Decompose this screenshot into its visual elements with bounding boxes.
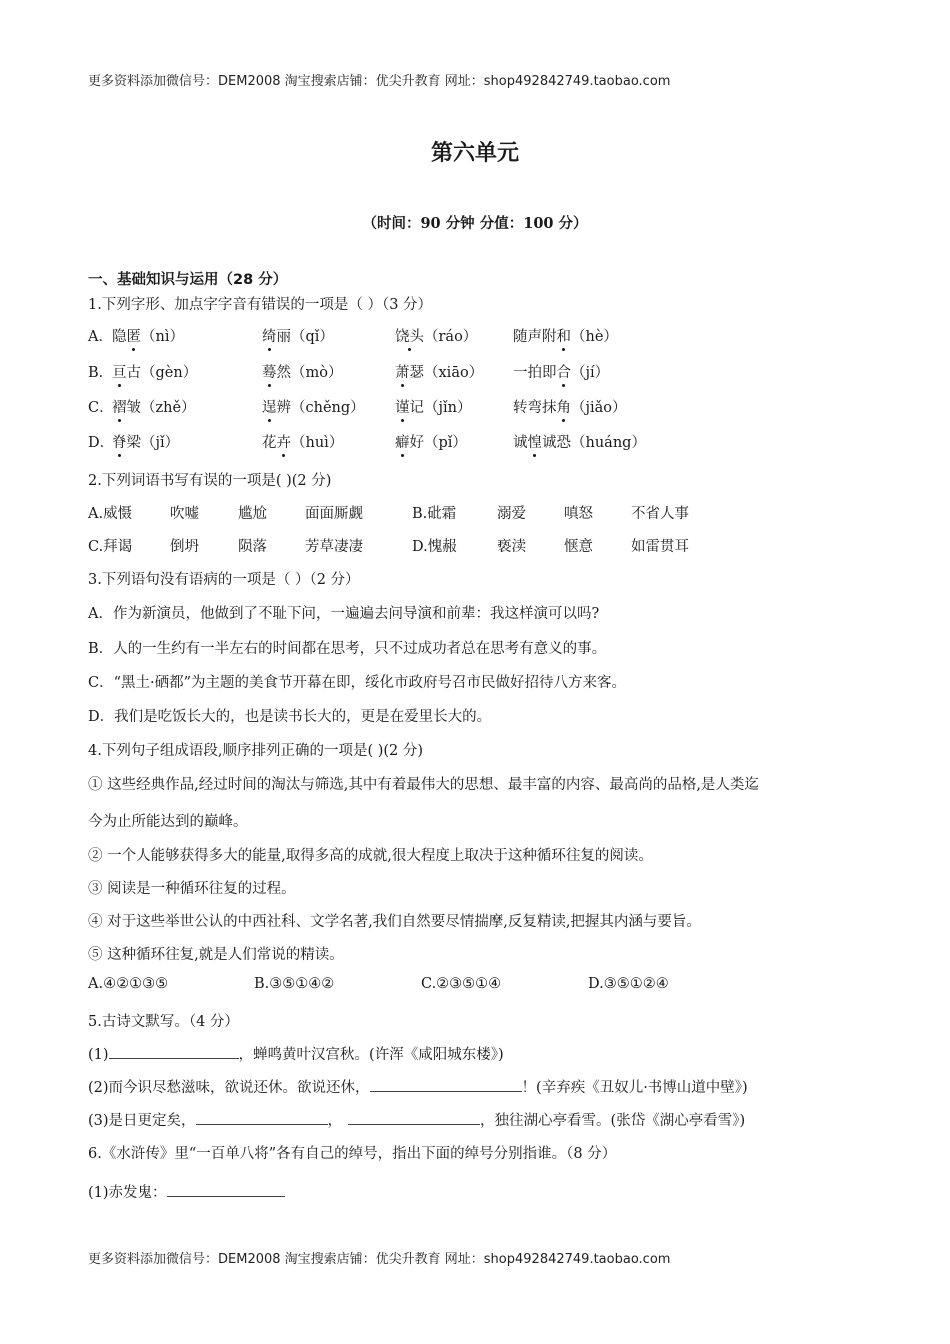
q1-word: 一拍即合（jí）	[513, 365, 610, 381]
q2-word: D.愧赧	[412, 539, 457, 555]
q6-line-1	[88, 1181, 285, 1202]
q4-sentence-1: ① 这些经典作品,经过时间的淘汰与筛选,其中有着最伟大的思想、最丰富的内容、最高尚的品格,是人类迄	[88, 777, 759, 793]
q2-word: 溺爱	[497, 506, 526, 522]
q1-word: 转弯抹角（jiǎo）	[513, 400, 627, 416]
q5-line-3	[88, 1109, 745, 1130]
q1-word: 脊梁（jǐ）	[112, 435, 180, 451]
q2-word: A.威慑	[88, 506, 133, 522]
q2-word: C.拜谒	[88, 539, 133, 555]
section-heading: 一、基础知识与运用（28 分）	[88, 272, 288, 288]
q2-word: 亵渎	[497, 539, 526, 555]
q1-word: 萧瑟（xiāo）	[395, 365, 484, 381]
q4-choice-d: D.③⑤①②④	[588, 976, 669, 992]
q2-stem: 2.下列词语书写有误的一项是( )(2 分)	[88, 473, 332, 489]
q2-word: 面面厮觑	[305, 506, 363, 522]
q2-word: 陨落	[238, 539, 267, 555]
q3-stem: 3.下列语句没有语病的一项是（ ）（2 分）	[88, 572, 360, 588]
q4-sentence-2: ② 一个人能够获得多大的能量,取得多高的成就,很大程度上取决于这种循环往复的阅读。	[88, 848, 653, 864]
q1-word: 逞辨（chěng）	[262, 400, 365, 416]
exam-info: （时间：90 分钟 分值：100 分）	[362, 215, 588, 232]
q5-stem: 5.古诗文默写。（4 分）	[88, 1014, 239, 1030]
answer-blank[interactable]	[196, 1110, 328, 1125]
answer-blank[interactable]	[370, 1077, 522, 1092]
q4-choice-c: C.②③⑤①④	[421, 976, 502, 992]
q4-stem: 4.下列句子组成语段,顺序排列正确的一项是( )(2 分)	[88, 743, 424, 759]
q1-word: 花卉（huì）	[262, 435, 344, 451]
q5-line-3-source: ，独往湖心亭看雪。(张岱《湖心亭看雪》)	[480, 1113, 746, 1129]
q1-word: 绮丽（qǐ）	[262, 329, 334, 345]
option-label: C．	[88, 400, 114, 416]
q2-word: 倒坍	[170, 539, 199, 555]
q2-word: 嗔怒	[564, 506, 593, 522]
q1-word: 褶皱（zhě）	[112, 400, 196, 416]
q1-stem: 1.下列字形、加点字字音有错误的一项是（ ）（3 分）	[88, 297, 433, 313]
q4-choice-a: A.④②①③⑤	[88, 976, 169, 992]
page-header: 更多资料添加微信号：DEM2008 淘宝搜索店铺：优尖升教育 网址：shop492842749.taobao.com	[88, 74, 671, 89]
q5-line-2-text: (2)而今识尽愁滋味，欲说还休。欲说还休，	[88, 1080, 370, 1096]
q3-option-c: C．“黑土·硒都”为主题的美食节开幕在即，绥化市政府号召市民做好招待八方来客。	[88, 675, 627, 691]
q5-line-3-comma: ，	[327, 1113, 343, 1129]
q1-word: 亘古（gèn）	[112, 365, 198, 381]
q2-word: 吹嘘	[170, 506, 199, 522]
q3-option-b: B．人的一生约有一半左右的时间都在思考，只不过成功者总在思考有意义的事。	[88, 641, 607, 657]
q2-word: 尴尬	[238, 506, 267, 522]
q5-line-2-source: ！(辛弃疾《丑奴儿·书博山道中壁》)	[521, 1080, 748, 1096]
q5-line-3-text: (3)是日更定矣，	[88, 1113, 196, 1129]
answer-blank[interactable]	[167, 1182, 285, 1197]
q2-word: 不省人事	[631, 506, 689, 522]
q5-line-1	[88, 1043, 504, 1064]
option-label: A．	[88, 329, 113, 345]
answer-blank[interactable]	[348, 1110, 480, 1125]
q4-sentence-3: ③ 阅读是一种循环往复的过程。	[88, 881, 296, 897]
q6-item-1: (1)赤发鬼：	[88, 1185, 167, 1201]
q4-sentence-1-cont: 今为止所能达到的巅峰。	[88, 814, 248, 830]
q2-word: 惬意	[564, 539, 593, 555]
answer-blank[interactable]	[109, 1044, 239, 1059]
q1-word: 隐匿（nì）	[112, 329, 184, 345]
q1-word: 饶头（ráo）	[395, 329, 478, 345]
q5-line-1-prefix: (1)	[88, 1047, 109, 1063]
option-label: B．	[88, 365, 114, 381]
q4-sentence-5: ⑤ 这种循环往复,就是人们常说的精读。	[88, 947, 344, 963]
q3-option-a: A．作为新演员，他做到了不耻下问，一遍遍去问导演和前辈：我这样演可以吗?	[88, 606, 600, 622]
q2-word: 如雷贯耳	[631, 539, 689, 555]
q1-word: 癖好（pǐ）	[395, 435, 467, 451]
q6-stem: 6.《水浒传》里“一百单八将”各有自己的绰号，指出下面的绰号分别指谁。（8 分）	[88, 1146, 617, 1162]
q5-line-2	[88, 1076, 748, 1097]
q5-line-1-text: ，蝉鸣黄叶汉宫秋。(许浑《咸阳城东楼》)	[238, 1047, 504, 1063]
q2-word: B.砒霜	[412, 506, 457, 522]
q3-option-d: D．我们是吃饭长大的，也是读书长大的，更是在爱里长大的。	[88, 709, 492, 725]
q4-sentence-4: ④ 对于这些举世公认的中西社科、文学名著,我们自然要尽情揣摩,反复精读,把握其内涵与要旨。	[88, 914, 701, 930]
q2-word: 芳草凄凄	[305, 539, 363, 555]
q1-word: 诚惶诚恐（huáng）	[513, 435, 646, 451]
q1-word: 随声附和（hè）	[513, 329, 618, 345]
q1-word: 蓦然（mò）	[262, 365, 343, 381]
q1-word: 谨记（jǐn）	[395, 400, 472, 416]
q4-choice-b: B.③⑤①④②	[254, 976, 335, 992]
option-label: D．	[88, 435, 115, 451]
page-title: 第六单元	[430, 140, 519, 166]
page-footer: 更多资料添加微信号：DEM2008 淘宝搜索店铺：优尖升教育 网址：shop492842749.taobao.com	[88, 1252, 671, 1267]
